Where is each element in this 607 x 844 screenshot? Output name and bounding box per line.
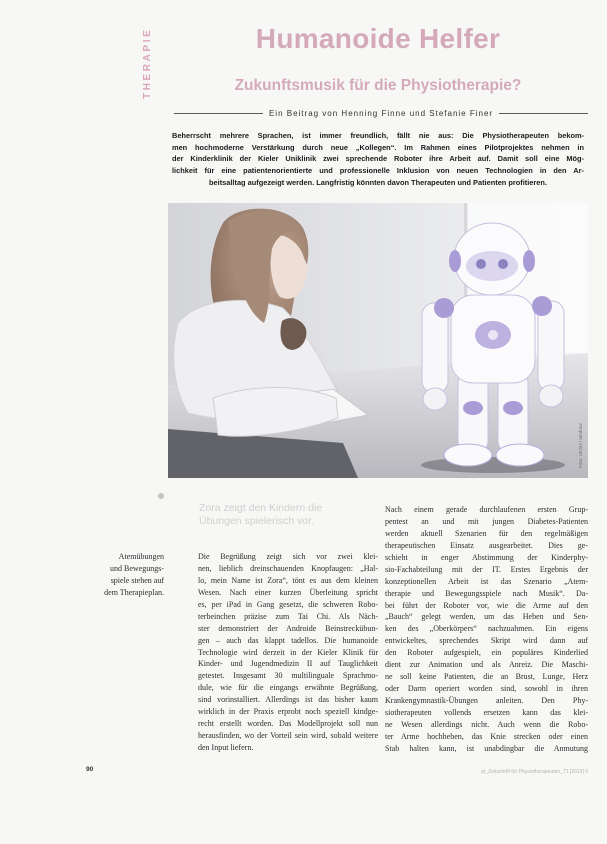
page-number: 90 xyxy=(86,766,94,773)
robot-knee-left xyxy=(463,401,483,415)
body-text-line: den Input liefern. xyxy=(198,743,254,752)
article-subtitle: Zukunftsmusik für die Physiotherapie? xyxy=(234,77,522,94)
margin-caption-line: spiele stehen auf xyxy=(110,575,164,585)
robot-shadow xyxy=(421,457,565,473)
lead-paragraph xyxy=(172,130,584,188)
photo-illustration xyxy=(168,203,588,478)
robot-knee-right xyxy=(503,401,523,415)
article-title: Humanoide Helfer xyxy=(255,23,501,54)
lead-line: der Kinderklinik der Kieler Uniklinik zwei sprechende Roboter ihre Arbeit auf. Damit soll eine Mög- xyxy=(172,154,584,164)
byline-rule-left xyxy=(174,113,263,114)
body-text-line: getestet. Insgesamt 30 multilinguale Sprachmo- xyxy=(198,671,378,681)
decorative-dot xyxy=(158,493,164,499)
body-text-line: Krankengymnastik-Übungen anleiten. Den Phy- xyxy=(385,696,588,705)
margin-caption xyxy=(90,551,164,599)
byline-rule-right xyxy=(499,113,588,114)
body-text-line: sio-Fachabteilung mit der IT. Erstes Ergebnis der xyxy=(385,564,588,574)
robot-eye-right xyxy=(498,259,508,269)
body-text-line: therapie und Bewegungsspiele nach Musik“. Da- xyxy=(385,588,588,598)
body-text-line: recht erstellt worden. Das Modellprojekt soll nun xyxy=(198,719,378,729)
body-text-line: schieht in enger Abstimmung der Kinderphy- xyxy=(385,552,588,562)
lead-line: beitsalltag aufgezeigt werden. Langfristig könnten davon Therapeuten und Patienten profitieren. xyxy=(209,177,547,187)
body-text-line: ter Arme hochheben, das Knie strecken oder einen xyxy=(385,731,588,741)
journal-footer: pt_Zeitschrift für Physiotherapeuten_71 [2019] 6 xyxy=(481,769,588,775)
robot-face xyxy=(466,251,518,281)
body-text-line: sind vorinstalliert. Allerdings ist das bisher kaum xyxy=(198,695,378,705)
body-column-middle xyxy=(198,551,378,754)
robot-shoulder-right xyxy=(532,296,552,316)
body-text-line: therapeutischen Einsatz ausgearbeitet. Dies ge- xyxy=(385,540,588,550)
body-text-line: gen – auch das klappt tadellos. Die humanoide xyxy=(198,635,378,645)
robot-hand-left xyxy=(423,388,447,410)
robot-ear-right xyxy=(523,250,535,272)
robot-eye-left xyxy=(476,259,486,269)
article-photo xyxy=(168,203,588,478)
body-text-line: pentest an und mit jungen Diabetes-Patienten xyxy=(385,516,588,526)
lead-line: lichkeit für eine patientenorientierte und professionelle Inklusion von neuen Technologien in den Ar- xyxy=(172,166,584,176)
body-text-line: den Roboter aufgespielt, ein populäres Kinderlied xyxy=(385,648,588,658)
body-text-line: herausfinden, wo der Vorteil sein wird, sobald weitere xyxy=(198,731,378,741)
body-text-line: konzeptionellen Arbeit ist das Szenario „Atem- xyxy=(385,576,588,586)
robot-foot-left xyxy=(444,444,492,466)
body-text-line: Technologie wird derzeit in der Kieler Klinik für xyxy=(198,647,378,657)
pull-quote-line: Zora zeigt den Kindern die xyxy=(199,502,323,514)
body-text-line: Kinder- und Jugendmedizin II auf Tauglichkeit xyxy=(198,659,378,669)
margin-caption-line: und Bewegungs- xyxy=(110,563,164,573)
byline xyxy=(174,107,588,119)
body-text-line: entwickeltes, sprechendes Skript wird dann auf xyxy=(385,636,588,646)
body-text-line: Nach einem gerade durchlaufenen ersten Grup- xyxy=(385,505,588,514)
margin-caption-line: dem Therapieplan. xyxy=(104,587,164,597)
body-text-line: werden aktuell Szenarien für den regelmäßigen xyxy=(385,528,588,538)
body-text-line: nen, lieblich dreinschauenden Knopfaugen: „Hal- xyxy=(198,563,378,573)
robot-foot-right xyxy=(496,444,544,466)
body-text-line: es, per iPad in Gang gesetzt, die schweren Robo- xyxy=(198,599,378,609)
body-text-line: Die Begrüßung zeigt sich vor zwei klei- xyxy=(198,552,378,561)
body-text-line: „Bauch“ gelegt werden, um das Heben und Sen- xyxy=(385,612,588,622)
body-text-line: dule, wie für die eingangs erwähnte Begrüßung, xyxy=(198,683,378,693)
robot-ear-left xyxy=(449,250,461,272)
body-text-line: bei führt der Roboter vor, wie die Arme auf den xyxy=(385,600,588,610)
body-text-line: ne Wesen allerdings nicht. Auch wenn die Robo- xyxy=(385,719,588,729)
lead-line: Beherrscht mehrere Sprachen, ist immer freundlich, fällt nie aus: Die Physiotherapeuten bekom- xyxy=(172,131,584,140)
body-text-line: ster demonstriert der Androide Beinstreckübun- xyxy=(198,623,378,633)
body-column-right xyxy=(385,504,588,755)
robot-chest-button xyxy=(488,330,498,340)
body-text-line: ken des „Oberkörpers“ nachzuahmen. Ein eigens xyxy=(385,624,588,634)
body-text-line: siotherapeuten vollends ersetzen kann das klei- xyxy=(385,707,588,717)
margin-caption-line: Atemübungen xyxy=(118,552,164,561)
robot-shoulder-left xyxy=(434,298,454,318)
byline-text: Ein Beitrag von Henning Finne und Stefanie Finer xyxy=(268,108,494,118)
body-text-line: terbeinchen präzise zum Tai Chi. Als Näch- xyxy=(198,611,378,621)
robot-hand-right xyxy=(539,385,563,407)
lead-line: men hochmoderne Verstärkung durch neue „Kollegen“. Im Rahmen eines Pilotprojektes nehmen in xyxy=(172,142,584,152)
pull-quote-line: Übungen spielerisch vor. xyxy=(199,514,314,527)
body-text-line: lo, mein Name ist Zora“, tönt es aus dem kleinen xyxy=(198,575,378,585)
body-text-line: wirklich in der Praxis erprobt noch speziell kindge- xyxy=(198,707,378,717)
body-text-line: Stab halten kann, ist unabdingbar die Anmutung xyxy=(385,743,588,753)
body-text-line: Wesen. Nach einer kurzen Überleitung spricht xyxy=(198,587,378,597)
pull-quote xyxy=(199,502,375,527)
photo-credit: Foto: UKSH / Modrow xyxy=(578,423,583,468)
body-text-line: ne soll keine Patienten, die an Brust, Lunge, Herz xyxy=(385,672,588,682)
section-label: THERAPIE xyxy=(142,27,153,99)
body-text-line: dient zur Animation und als Anreiz. Die Maschi- xyxy=(385,660,588,670)
body-text-line: oder Darm operiert worden sind, sowohl in ihren xyxy=(385,684,588,694)
